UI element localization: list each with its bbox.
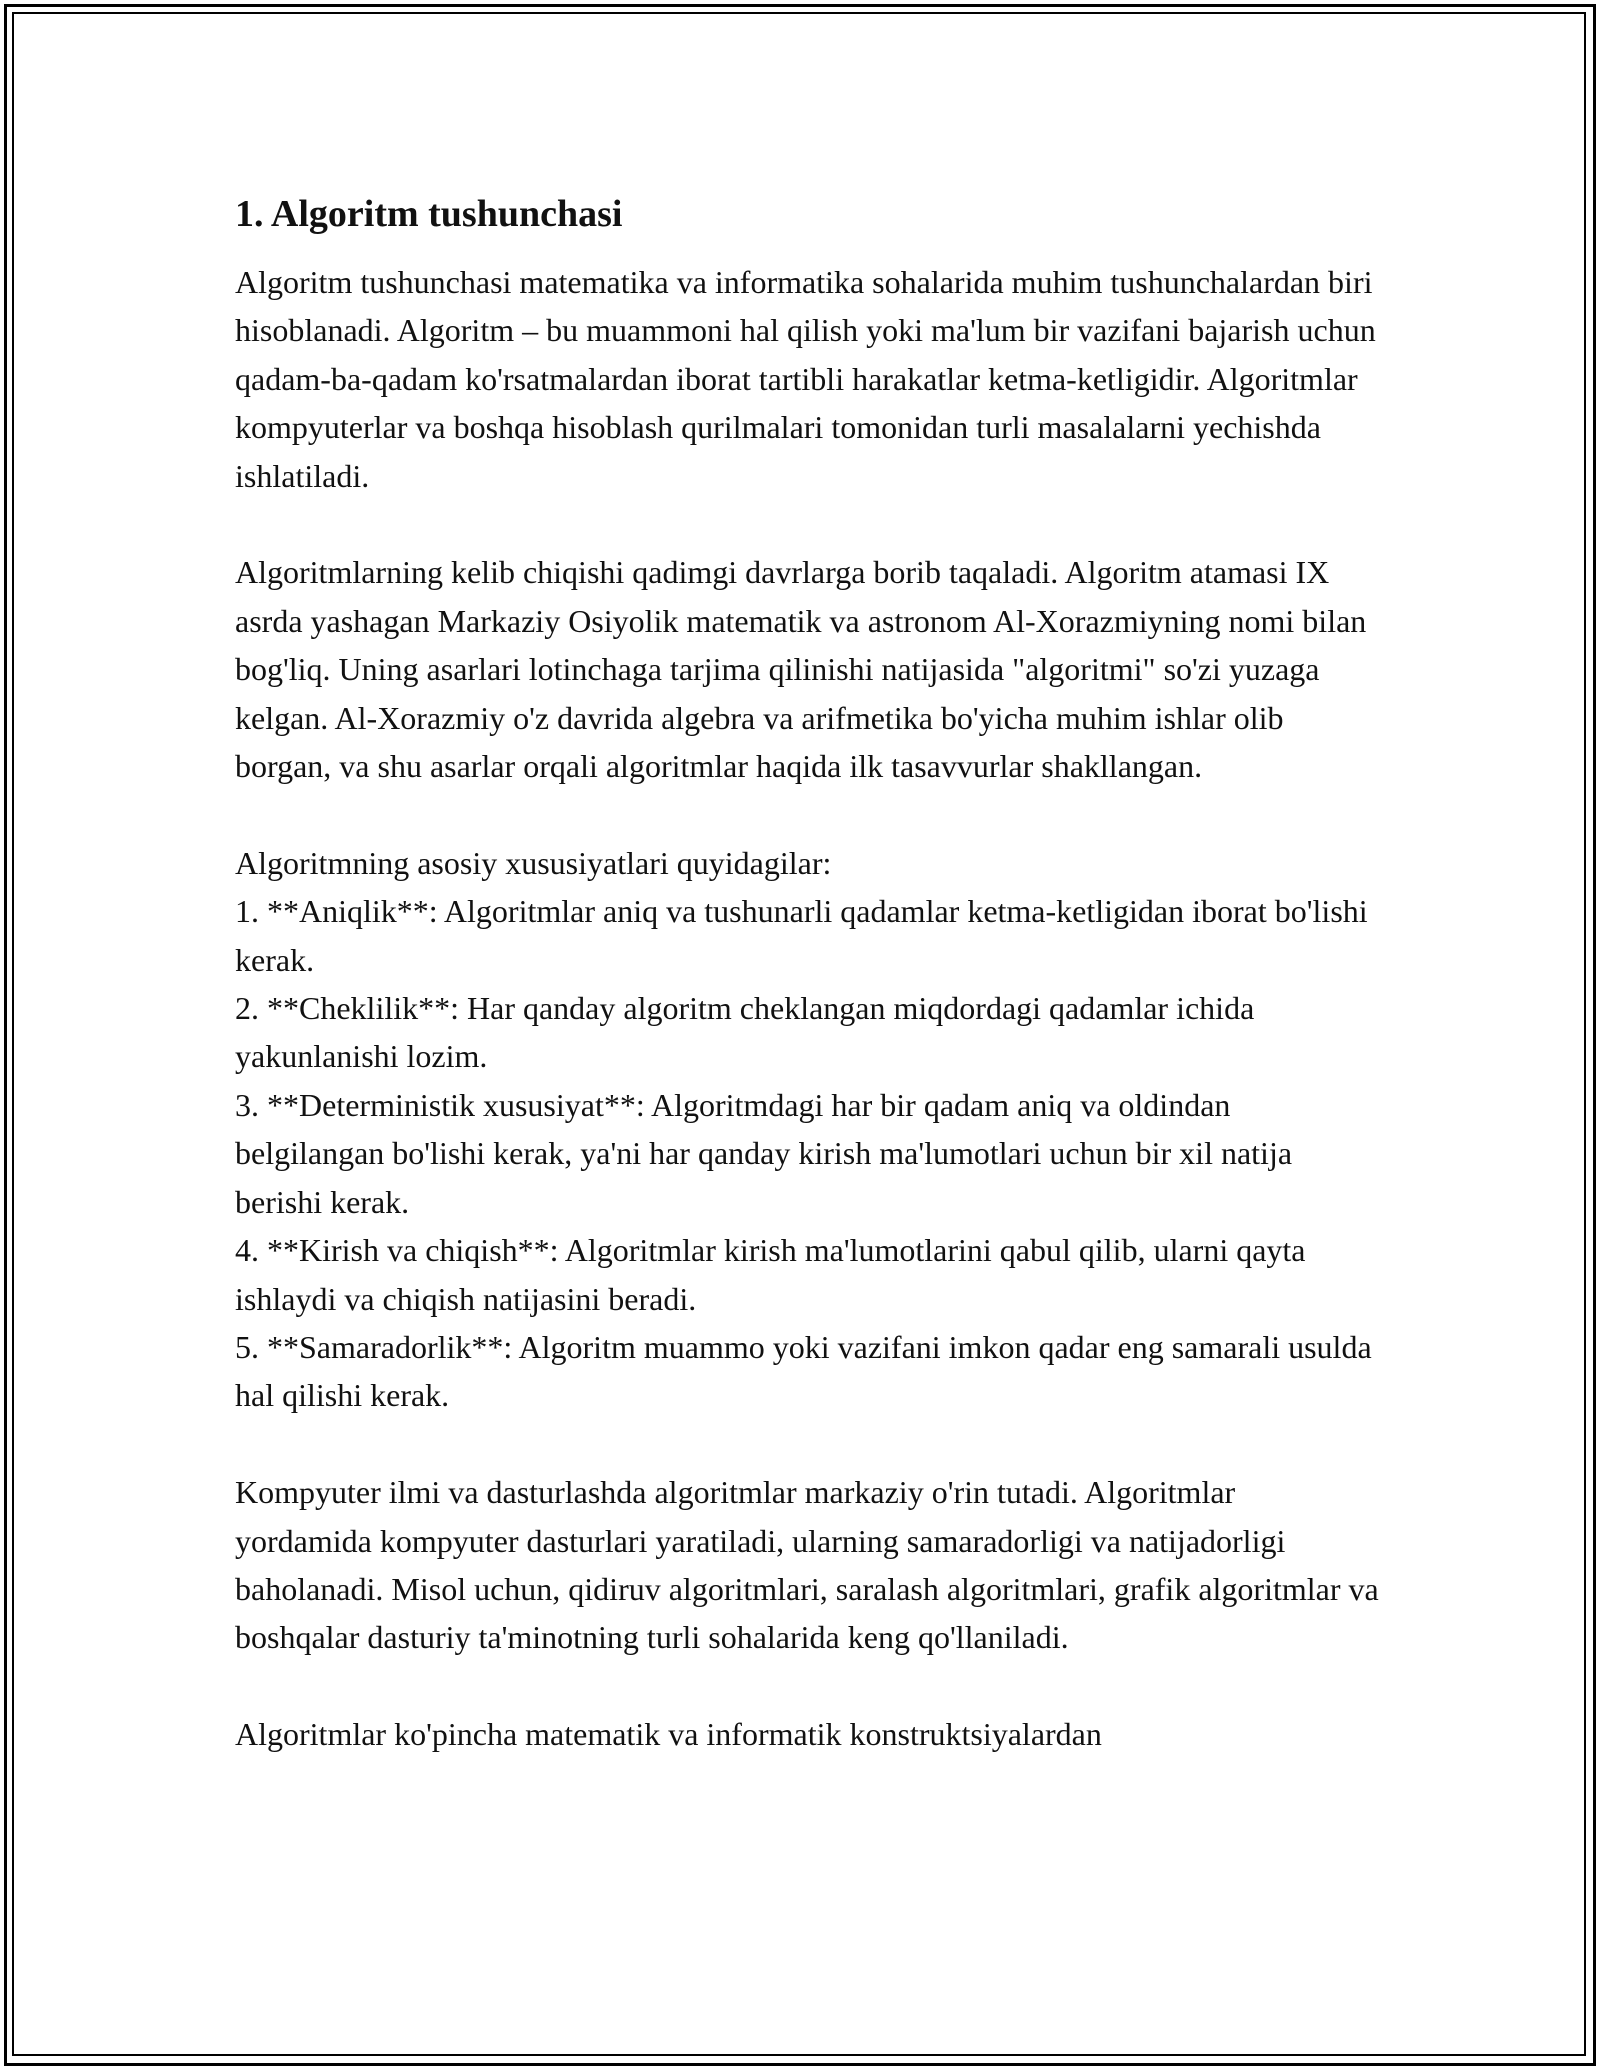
paragraph-computer-science: Kompyuter ilmi va dasturlashda algoritmlar markaziy o'rin tutadi. Algoritmlar yordamida kompyuter dasturlari yaratiladi, ularning samaradorligi va natijadorligi baholanadi. Misol uchun, qidiruv algoritmlari, saralash algoritmlari, grafik algoritmlar va boshqalar dasturiy ta'minotning turli sohalarida keng qo'llaniladi. — [235, 1474, 1379, 1656]
paragraph-definition: Algoritm tushunchasi matematika va informatika sohalarida muhim tushunchalardan biri hisoblanadi. Algoritm – bu muammoni hal qilish yoki ma'lum bir vazifani bajarish uchun qadam-ba-qadam ko'rsatmalardan iborat tartibli harakatlar ketma-ketligidir. Algoritmlar kompyuterlar va boshqa hisoblash qurilmalari tomonidan turli masalalarni yechishda ishlatiladi. — [235, 264, 1376, 494]
properties-list — [235, 839, 1380, 1420]
list-item: 3. **Deterministik xususiyat**: Algoritmdagi har bir qadam aniq va oldindan belgilangan bo'lishi kerak, ya'ni har qanday kirish ma'lumotlari uchun bir xil natija berishi kerak. — [235, 1086, 1293, 1220]
paragraph-trailing: Algoritmlar ko'pincha matematik va informatik konstruktsiyalardan — [235, 1716, 1102, 1753]
list-item: 5. **Samaradorlik**: Algoritm muammo yoki vazifani imkon qadar eng samarali usulda hal qilishi kerak. — [235, 1328, 1372, 1414]
list-item: 4. **Kirish va chiqish**: Algoritmlar kirish ma'lumotlarini qabul qilib, ularni qayta ishlaydi va chiqish natijasini beradi. — [235, 1232, 1306, 1317]
document-body — [235, 186, 1380, 1807]
list-intro: Algoritmning asosiy xususiyatlari quyidagilar: — [235, 844, 832, 881]
list-item: 1. **Aniqlik**: Algoritmlar aniq va tushunarli qadamlar ketma-ketligidan iborat bo'lishi kerak. — [235, 893, 1368, 978]
section-heading: 1. Algoritm tushunchasi — [235, 193, 623, 235]
paragraph-history: Algoritmlarning kelib chiqishi qadimgi davrlarga borib taqaladi. Algoritm atamasi IX asrda yashagan Markaziy Osiyolik matematik va astronom Al-Xorazmiyning nomi bilan bog'liq. Uning asarlari lotinchaga tarjima qilinishi natijasida "algoritmi" so'zi yuzaga kelgan. Al-Xorazmiy o'z davrida algebra va arifmetika bo'yicha muhim ishlar olib borgan, va shu asarlar orqali algoritmlar haqida ilk tasavvurlar shakllangan. — [235, 554, 1367, 785]
list-item: 2. **Cheklilik**: Har qanday algoritm cheklangan miqdordagi qadamlar ichida yakunlanishi lozim. — [235, 990, 1255, 1075]
